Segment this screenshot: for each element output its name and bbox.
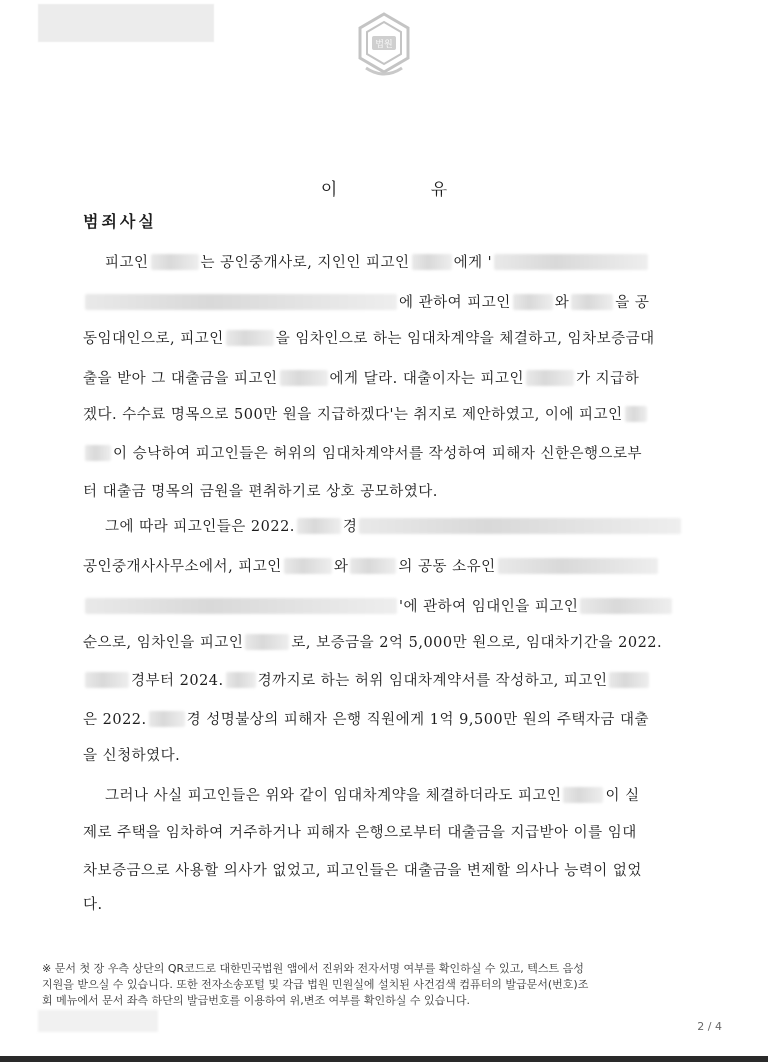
text-line: 터 대출금 명목의 금원을 편취하기로 상호 공모하였다. [83,484,438,500]
redaction [513,294,553,310]
text-line: 피고인 는 공인중개사로, 지인인 피고인 에게 ' [105,253,691,273]
redaction [245,634,289,650]
text-line: 은 2022. 경 성명불상의 피해자 은행 직원에게 1억 9,500만 원의 주택자금 대출 [83,712,650,728]
text-line: 동임대인으로, 피고인 을 임차인으로 하는 임대차계약을 체결하고, 임차보증금대 [83,331,655,347]
court-seal-emblem [352,10,416,82]
redaction [571,294,613,310]
redaction [149,711,185,727]
text-line: 차보증금으로 사용할 의사가 없었고, 피고인들은 대출금을 변제할 의사나 능력이 없었 [83,863,642,879]
redaction [297,518,341,534]
document-title: 이 유 [320,180,492,200]
text-line: 다. [83,897,103,913]
redaction [526,370,574,386]
redaction [498,558,658,574]
verification-notice [42,961,722,1009]
bottom-edge-bar [0,1056,768,1062]
notice-line: ※ 문서 첫 장 우측 상단의 QR코드로 대한민국법원 앱에서 진위와 전자서명 여부를 확인하실 수 있고, 텍스트 음성 [42,962,584,975]
redaction [359,518,681,534]
text-line: '에 관하여 임대인을 피고인 [83,597,691,617]
seal-text: 법원 [375,40,393,50]
text-line: 을 신청하였다. [83,748,181,764]
redaction [151,254,199,270]
page-number: 2 / 4 [697,1020,722,1033]
notice-line: 회 메뉴에서 문서 좌측 하단의 발급번호를 이용하여 위,변조 여부를 확인하실 수 있습니다. [42,994,470,1007]
text-line: 경부터 2024. 경까지로 하는 허위 임대차계약서를 작성하고, 피고인 [83,671,691,691]
redaction [85,294,397,310]
redaction [580,598,672,614]
text-line: 그에 따라 피고인들은 2022. 경 [105,517,691,537]
text-line: 제로 주택을 임차하여 거주하거나 피해자 은행으로부터 대출금을 지급받아 이를 임대 [83,825,637,841]
redaction [226,672,256,688]
redaction [280,370,328,386]
redaction [85,672,129,688]
redaction [609,672,649,688]
redacted-header-block [38,4,214,42]
redaction [350,558,396,574]
redaction [226,330,274,346]
redaction [284,558,332,574]
text-line: 그러나 사실 피고인들은 위와 같이 임대차계약을 체결하더라도 피고인 이 실 [105,788,640,804]
redacted-issue-number [38,1010,158,1032]
text-line: 에 관하여 피고인 와 을 공 [83,293,691,313]
redaction [625,406,647,422]
notice-line: 지원을 받으실 수 있습니다. 또한 전자소송포털 및 각급 법원 민원실에 설치된 사건검색 컴퓨터의 발급문서(번호)조 [42,978,589,991]
section-heading-crime-facts: 범죄사실 [83,212,157,231]
redaction [412,254,452,270]
text-line: 출을 받아 그 대출금을 피고인 에게 달라. 대출이자는 피고인 가 지급하 [83,371,640,387]
redaction [563,787,603,803]
text-line: 순으로, 임차인을 피고인 로, 보증금을 2억 5,000만 원으로, 임대차기간을 2022. [83,635,663,651]
text-line: 겠다. 수수료 명목으로 500만 원을 지급하겠다'는 취지로 제안하였고, 이에 피고인 [83,405,691,425]
redaction [85,445,111,461]
redaction [85,598,397,614]
text-line: 이 승낙하여 피고인들은 허위의 임대차계약서를 작성하여 피해자 신한은행으로부 [83,444,691,464]
text-line: 공인중개사사무소에서, 피고인 와 의 공동 소유인 [83,557,691,577]
redaction [494,254,648,270]
